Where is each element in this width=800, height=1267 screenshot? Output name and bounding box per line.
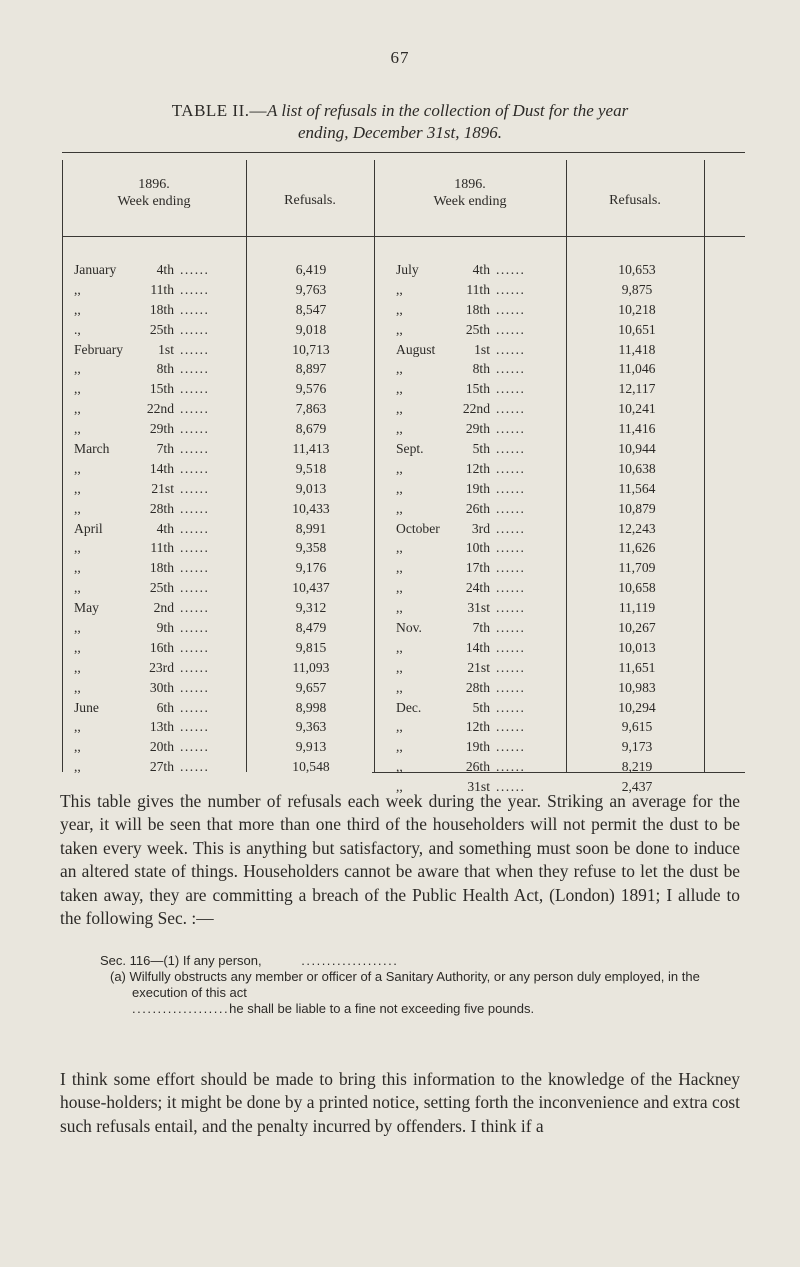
left-dots: ...... (180, 480, 210, 496)
left-dots: ...... (180, 341, 210, 357)
left-month: ,, (74, 739, 81, 755)
header-right-year: 1896. (454, 177, 486, 192)
left-day: 11th (150, 281, 174, 297)
left-month: ,, (74, 281, 81, 297)
table-row (62, 618, 745, 638)
right-month: ,, (396, 679, 403, 695)
left-day: 4th (156, 520, 174, 536)
right-day: 24th (465, 580, 490, 596)
right-day: 3rd (471, 520, 490, 536)
table-row (62, 280, 745, 300)
right-day: 26th (465, 500, 490, 516)
right-dots: ...... (496, 281, 526, 297)
table-header-rule (62, 236, 745, 237)
right-refusals: 10,653 (618, 262, 656, 277)
left-month: ,, (74, 719, 81, 735)
left-refusals: 10,433 (292, 500, 330, 516)
statute-line-3-text: he shall be liable to a fine not exceeding five pounds. (229, 1001, 535, 1016)
statute-sec-116 (100, 953, 740, 1017)
right-day: 15th (465, 381, 490, 397)
header-right-refusals: Refusals. (609, 193, 661, 208)
caption-italic-line2: ending, December 31st, 1896. (298, 123, 502, 142)
right-day: 5th (472, 699, 490, 715)
left-refusals: 11,413 (292, 441, 330, 457)
right-refusals: 9,173 (621, 739, 653, 755)
left-month: ,, (74, 540, 81, 556)
left-day: 25th (149, 321, 174, 337)
right-refusals: 11,626 (618, 540, 656, 556)
left-day: 27th (149, 759, 174, 775)
paragraph-2: I think some effort should be made to bring this information to the knowledge of the Hackney house-holders; it might be done by a printed notice, setting forth the inconvenience and extra cost such refusals entail, and the penalty incurred by offenders. I think if a (60, 1069, 740, 1136)
right-refusals: 11,119 (618, 600, 656, 616)
right-dots: ...... (496, 560, 526, 576)
left-dots: ...... (180, 321, 210, 337)
right-refusals: 10,241 (618, 401, 656, 417)
left-day: 15th (149, 381, 174, 397)
left-refusals: 9,657 (295, 679, 327, 695)
right-day: 12th (465, 460, 490, 476)
left-dots: ...... (180, 381, 210, 397)
left-dots: ...... (180, 441, 210, 457)
left-refusals: 9,018 (295, 321, 327, 337)
left-day: 30th (149, 679, 174, 695)
right-month: ,, (396, 281, 403, 297)
right-month: ,, (396, 401, 403, 417)
left-refusals: 9,763 (295, 281, 327, 297)
right-month: ,, (396, 361, 403, 377)
right-dots: ...... (496, 441, 526, 457)
right-refusals: 11,651 (618, 659, 656, 675)
left-month: February (74, 341, 124, 357)
left-refusals: 8,479 (295, 620, 327, 636)
left-dots: ...... (180, 620, 210, 636)
right-dots: ...... (496, 421, 526, 437)
table-row (62, 459, 745, 479)
right-day: 12th (465, 719, 490, 735)
left-refusals: 9,312 (295, 600, 327, 616)
header-left-refusals: Refusals. (284, 193, 336, 208)
right-day: 29th (465, 421, 490, 437)
left-month: ,, (74, 659, 81, 675)
right-day: 26th (465, 759, 490, 775)
table-row (62, 578, 745, 598)
right-refusals: 2,437 (621, 779, 653, 795)
right-refusals: 10,267 (618, 620, 656, 636)
right-dots: ...... (496, 779, 526, 795)
right-month: ,, (396, 500, 403, 516)
right-dots: ...... (496, 540, 526, 556)
left-dots: ...... (180, 600, 210, 616)
right-month: ,, (396, 580, 403, 596)
right-day: 17th (465, 560, 490, 576)
statute-line-3 (100, 1001, 740, 1017)
right-day: 1st (474, 341, 490, 357)
right-day: 28th (465, 679, 490, 695)
header-left-week (62, 176, 246, 210)
right-month: ,, (396, 480, 403, 496)
right-dots: ...... (496, 580, 526, 596)
table-row (62, 479, 745, 499)
table-row (62, 519, 745, 539)
page-number: 67 (390, 48, 410, 67)
right-refusals: 10,218 (618, 301, 656, 317)
right-month: Sept. (396, 441, 424, 457)
right-day: 8th (472, 361, 490, 377)
right-dots: ...... (496, 401, 526, 417)
right-day: 18th (465, 301, 490, 317)
statute-line-1 (100, 953, 740, 969)
left-month: ,, (74, 401, 81, 417)
refusals-table (62, 152, 745, 795)
right-day: 19th (465, 480, 490, 496)
left-month: ,, (74, 560, 81, 576)
left-refusals: 9,363 (295, 719, 327, 735)
left-dots: ...... (180, 361, 210, 377)
left-month: ,, (74, 580, 81, 596)
left-dots: ...... (180, 759, 210, 775)
left-day: 18th (149, 301, 174, 317)
right-day: 19th (465, 739, 490, 755)
left-month: ,, (74, 679, 81, 695)
left-refusals: 8,998 (295, 699, 327, 715)
right-day: 4th (472, 262, 490, 277)
left-day: 28th (149, 500, 174, 516)
right-month: Dec. (396, 699, 422, 715)
header-left-label: Week ending (117, 194, 191, 209)
right-day: 31st (467, 600, 490, 616)
left-day: 20th (149, 739, 174, 755)
left-refusals: 9,913 (295, 739, 327, 755)
left-refusals: 9,815 (295, 639, 327, 655)
left-refusals: 8,547 (295, 301, 327, 317)
right-refusals: 10,013 (618, 639, 656, 655)
left-dots: ...... (180, 401, 210, 417)
left-refusals: 9,358 (295, 540, 327, 556)
right-refusals: 10,879 (618, 500, 656, 516)
right-month: July (396, 262, 419, 277)
left-dots: ...... (180, 421, 210, 437)
left-refusals: 9,518 (295, 460, 327, 476)
table-body (62, 260, 745, 797)
right-refusals: 12,117 (618, 381, 656, 397)
left-refusals: 10,713 (292, 341, 330, 357)
statute-line-2: (a) Wilfully obstructs any member or officer of a Sanitary Authority, or any person duly employed, in the execution of this act (110, 969, 700, 1000)
table-row (62, 359, 745, 379)
left-month: ,, (74, 460, 81, 476)
statute-line-1-dots: ................... (301, 953, 399, 968)
left-month: June (74, 699, 99, 715)
left-month: May (74, 600, 99, 616)
right-refusals: 11,046 (618, 361, 656, 377)
table-row (62, 499, 745, 519)
right-dots: ...... (496, 500, 526, 516)
right-day: 14th (465, 639, 490, 655)
right-refusals: 11,564 (618, 480, 656, 496)
right-day: 10th (465, 540, 490, 556)
table-row (62, 379, 745, 399)
left-day: 13th (149, 719, 174, 735)
left-month: ,, (74, 480, 81, 496)
right-dots: ...... (496, 620, 526, 636)
right-refusals: 9,875 (621, 281, 653, 297)
table-row (62, 439, 745, 459)
caption-italic-line1: A list of refusals in the collection of Dust for the year (267, 101, 629, 120)
left-day: 14th (149, 460, 174, 476)
right-dots: ...... (496, 520, 526, 536)
right-refusals: 11,418 (618, 341, 656, 357)
left-refusals: 9,576 (295, 381, 327, 397)
right-month: October (396, 520, 440, 536)
right-month: ,, (396, 719, 403, 735)
right-dots: ...... (496, 361, 526, 377)
right-day: 7th (472, 620, 490, 636)
left-refusals: 8,991 (295, 520, 327, 536)
header-right-label: Week ending (433, 194, 507, 209)
header-right-week (374, 176, 566, 210)
right-dots: ...... (496, 321, 526, 337)
table-row (62, 638, 745, 658)
left-day: 16th (149, 639, 174, 655)
left-refusals: 9,176 (295, 560, 327, 576)
left-month: ,, (74, 361, 81, 377)
right-day: 5th (472, 441, 490, 457)
table-row (62, 300, 745, 320)
left-day: 11th (150, 540, 174, 556)
left-dots: ...... (180, 580, 210, 596)
table-row (62, 320, 745, 340)
left-dots: ...... (180, 699, 210, 715)
paragraph-1: This table gives the number of refusals each week during the year. Striking an average for the year, it will be seen that more than one third of the householders will not permit the dust to be taken every week. This is anything but satisfactory, and something must soon be done to induce an altered state of things. Householders cannot be aware that when they refuse to let the dust be taken away, they are committing a breach of the Public Health Act, (London) 1891; I allude to the following Sec. :— (60, 791, 740, 929)
right-dots: ...... (496, 719, 526, 735)
right-dots: ...... (496, 639, 526, 655)
left-day: 1st (158, 341, 174, 357)
left-month: March (74, 441, 110, 457)
left-month: April (74, 520, 103, 536)
right-dots: ...... (496, 381, 526, 397)
right-month: ,, (396, 600, 403, 616)
right-month: ,, (396, 779, 403, 795)
right-day: 25th (465, 321, 490, 337)
right-refusals: 10,638 (618, 460, 656, 476)
right-month: ,, (396, 639, 403, 655)
statute-line-3-dots: ................... (132, 1001, 230, 1016)
left-dots: ...... (180, 520, 210, 536)
right-month: ,, (396, 739, 403, 755)
left-dots: ...... (180, 659, 210, 675)
right-month: ,, (396, 460, 403, 476)
right-day: 21st (467, 659, 490, 675)
right-dots: ...... (496, 739, 526, 755)
header-left-year: 1896. (138, 177, 170, 192)
left-day: 8th (156, 361, 174, 377)
left-month: ., (74, 321, 81, 337)
table-row (62, 399, 745, 419)
left-dots: ...... (180, 281, 210, 297)
left-dots: ...... (180, 679, 210, 695)
left-month: ,, (74, 620, 81, 636)
left-day: 22nd (146, 401, 174, 417)
table-row (62, 558, 745, 578)
right-dots: ...... (496, 699, 526, 715)
table-row (62, 717, 745, 737)
left-dots: ...... (180, 719, 210, 735)
right-month: ,, (396, 321, 403, 337)
left-dots: ...... (180, 560, 210, 576)
left-refusals: 7,863 (295, 401, 327, 417)
right-dots: ...... (496, 679, 526, 695)
right-month: ,, (396, 301, 403, 317)
right-dots: ...... (496, 301, 526, 317)
right-month: ,, (396, 759, 403, 775)
statute-line-1-text: Sec. 116—(1) If any person, (100, 953, 262, 968)
caption-lead: TABLE II.— (171, 101, 267, 120)
right-dots: ...... (496, 759, 526, 775)
left-dots: ...... (180, 460, 210, 476)
right-refusals: 10,658 (618, 580, 656, 596)
left-day: 21st (151, 480, 174, 496)
table-top-rule (62, 152, 745, 153)
left-day: 29th (149, 421, 174, 437)
left-day: 9th (156, 620, 174, 636)
left-refusals: 6,419 (295, 262, 327, 277)
right-refusals: 11,709 (618, 560, 656, 576)
table-row (62, 419, 745, 439)
left-dots: ...... (180, 739, 210, 755)
left-day: 7th (156, 441, 174, 457)
left-refusals: 9,013 (295, 480, 327, 496)
left-day: 2nd (153, 600, 174, 616)
left-month: ,, (74, 301, 81, 317)
table-row (62, 260, 745, 280)
table-row (62, 538, 745, 558)
right-refusals: 8,219 (621, 759, 653, 775)
right-dots: ...... (496, 262, 526, 277)
left-refusals: 8,897 (295, 361, 327, 377)
right-dots: ...... (496, 659, 526, 675)
left-month: ,, (74, 500, 81, 516)
table-row (62, 757, 745, 777)
left-day: 6th (156, 699, 174, 715)
right-day: 22nd (462, 401, 490, 417)
right-refusals: 10,651 (618, 321, 656, 337)
right-day: 11th (466, 281, 490, 297)
right-refusals: 10,944 (618, 441, 656, 457)
left-dots: ...... (180, 540, 210, 556)
left-month: January (74, 262, 117, 277)
table-row (62, 678, 745, 698)
table-row (62, 658, 745, 678)
table-row (62, 698, 745, 718)
right-refusals: 12,243 (618, 520, 656, 536)
left-day: 4th (156, 262, 174, 277)
right-dots: ...... (496, 341, 526, 357)
right-month: ,, (396, 659, 403, 675)
right-month: August (396, 341, 436, 357)
right-month: ,, (396, 540, 403, 556)
left-dots: ...... (180, 500, 210, 516)
left-dots: ...... (180, 262, 210, 277)
left-dots: ...... (180, 301, 210, 317)
left-day: 18th (149, 560, 174, 576)
right-month: ,, (396, 421, 403, 437)
right-refusals: 11,416 (618, 421, 656, 437)
right-dots: ...... (496, 460, 526, 476)
right-refusals: 10,983 (618, 679, 656, 695)
table-row (62, 598, 745, 618)
right-refusals: 9,615 (621, 719, 653, 735)
right-refusals: 10,294 (618, 699, 656, 715)
right-day: 31st (467, 779, 490, 795)
left-day: 23rd (149, 659, 174, 675)
table-row (62, 737, 745, 757)
right-month: ,, (396, 560, 403, 576)
left-dots: ...... (180, 639, 210, 655)
right-dots: ...... (496, 600, 526, 616)
left-month: ,, (74, 421, 81, 437)
right-dots: ...... (496, 480, 526, 496)
table-row (62, 340, 745, 360)
left-refusals: 8,679 (295, 421, 327, 437)
left-refusals: 10,437 (292, 580, 330, 596)
left-refusals: 10,548 (292, 759, 330, 775)
right-month: Nov. (396, 620, 422, 636)
left-day: 25th (149, 580, 174, 596)
left-month: ,, (74, 639, 81, 655)
left-refusals: 11,093 (292, 659, 330, 675)
left-month: ,, (74, 381, 81, 397)
right-month: ,, (396, 381, 403, 397)
left-month: ,, (74, 759, 81, 775)
table-caption (60, 100, 740, 144)
